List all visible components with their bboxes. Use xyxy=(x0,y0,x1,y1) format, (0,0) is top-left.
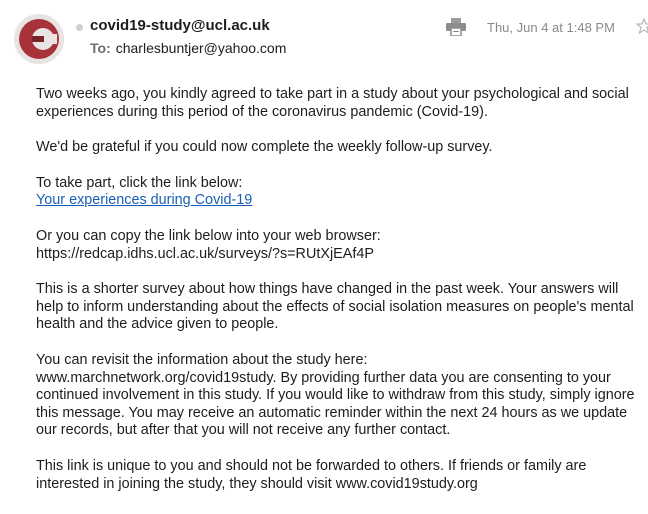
copy-link-text: Or you can copy the link below into your web browser: xyxy=(36,227,381,244)
unread-dot xyxy=(76,24,83,31)
email-body xyxy=(36,86,642,511)
to-label: To: xyxy=(90,40,111,56)
paragraph-take-part xyxy=(36,175,642,210)
paragraph-unique-link: This link is unique to you and should not be forwarded to others. If friends or family are interested in joining the study, they should visit www.covid19study.org xyxy=(36,457,587,492)
survey-url: https://redcap.idhs.ucl.ac.uk/surveys/?s=RUtXjEAf4P xyxy=(36,245,374,262)
study-info-intro: You can revisit the information about the study here: xyxy=(36,351,368,368)
paragraph-study-info xyxy=(36,352,642,440)
paragraph-survey-info: This is a shorter survey about how things have changed in the past week. Your answers will help to inform understanding about the effects of social isolation measures on people's mental health and the advice given to people. xyxy=(36,281,634,333)
print-icon[interactable] xyxy=(446,18,466,36)
recipient-address[interactable]: charlesbuntjer@yahoo.com xyxy=(115,40,287,56)
sender-avatar[interactable] xyxy=(14,14,64,64)
study-info-text: www.marchnetwork.org/covid19study. By providing further data you are consenting to your continued involvement in this study. If you would like to withdraw from this study, simply ignore this message. You may receive an automatic reminder within the next 24 hours as we update our records, but after that you will not receive any further contact. xyxy=(36,369,635,439)
paragraph-copy-link xyxy=(36,228,642,263)
email-header xyxy=(0,0,648,70)
take-part-text: To take part, click the link below: xyxy=(36,174,243,191)
recipient-line xyxy=(90,40,286,56)
paragraph-request: We'd be grateful if you could now complete the weekly follow-up survey. xyxy=(36,139,493,156)
sender-address[interactable]: covid19-study@ucl.ac.uk xyxy=(90,17,270,34)
survey-link[interactable]: Your experiences during Covid-19 xyxy=(36,192,253,209)
ucl-logo-icon xyxy=(14,14,64,64)
email-date: Thu, Jun 4 at 1:48 PM xyxy=(487,20,615,35)
paragraph-intro: Two weeks ago, you kindly agreed to take part in a study about your psychological and social experiences during this period of the coronavirus pandemic (Covid-19). xyxy=(36,86,629,120)
star-icon[interactable] xyxy=(636,18,648,34)
